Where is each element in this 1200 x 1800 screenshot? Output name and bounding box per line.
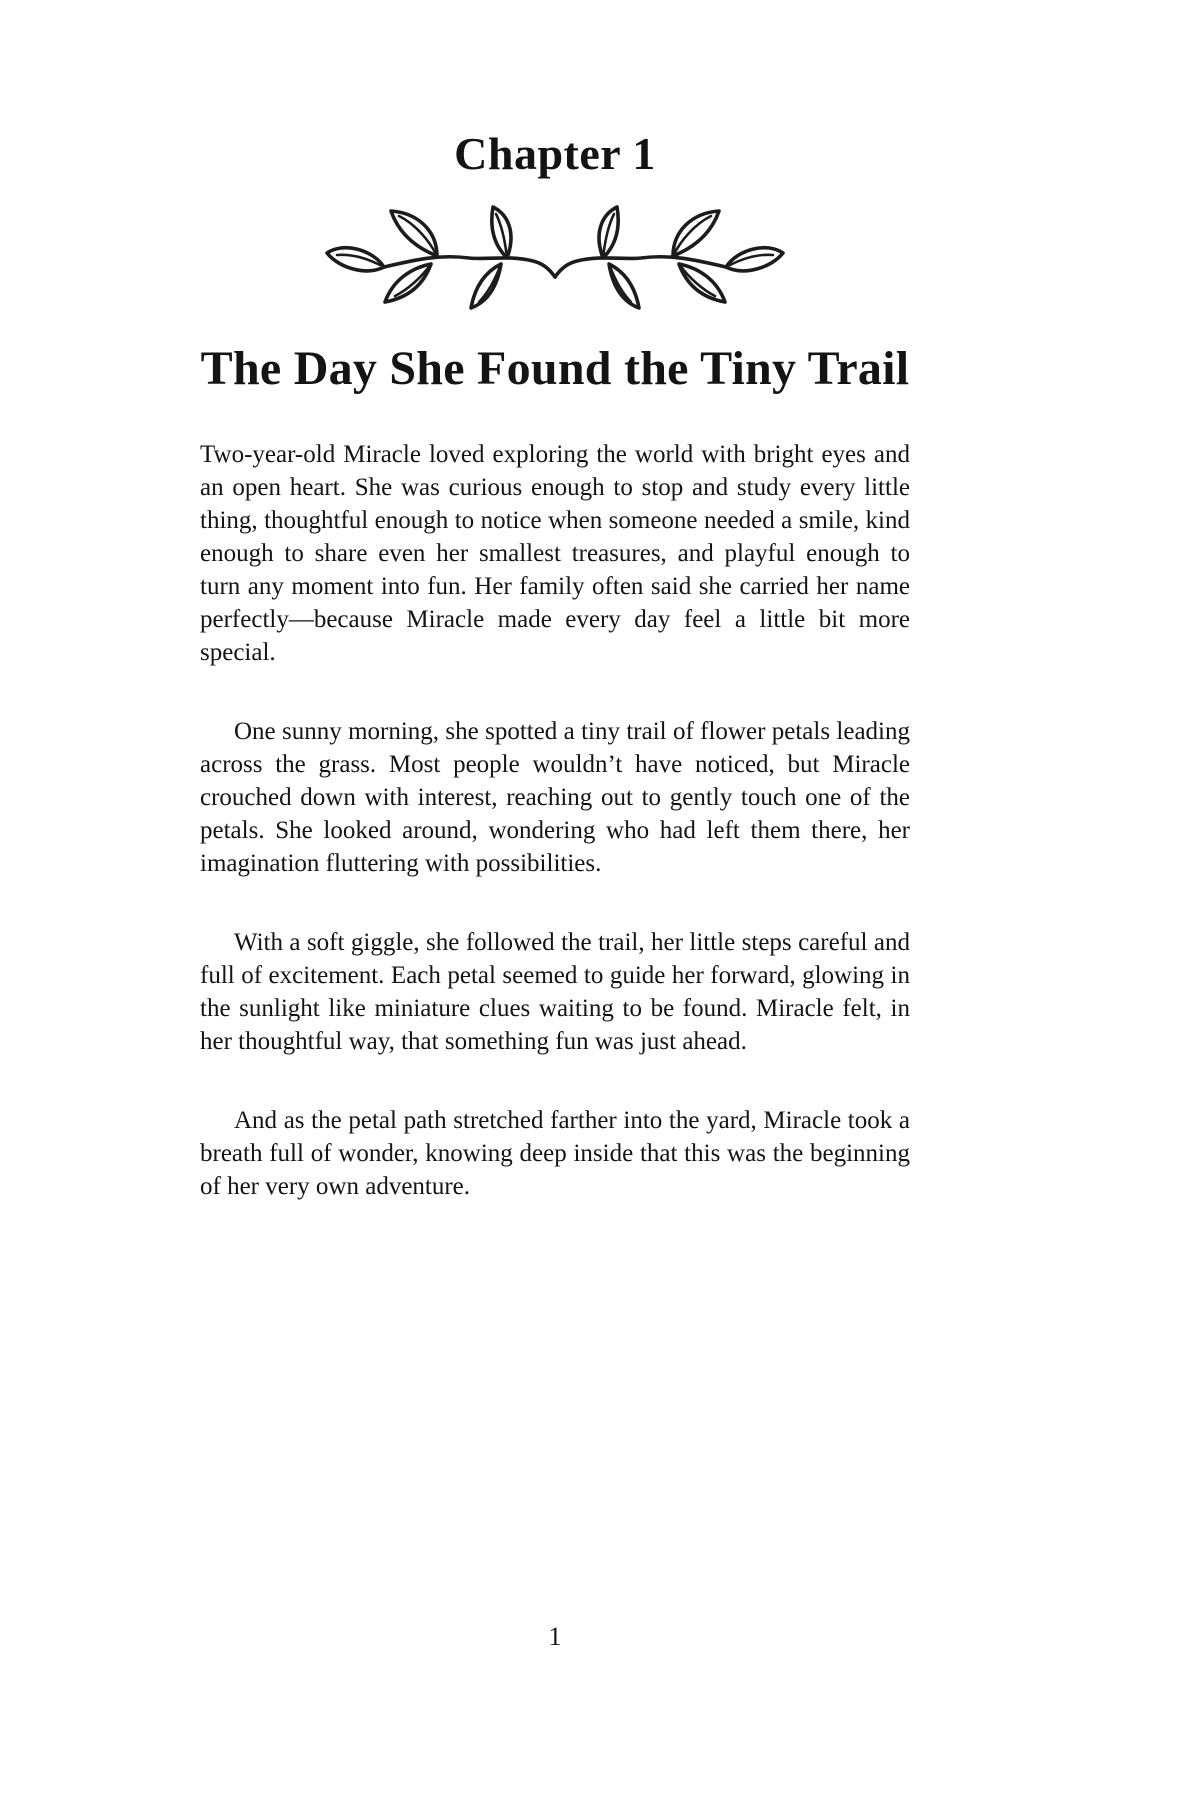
page-number: 1: [548, 1622, 562, 1651]
page-title: The Day She Found the Tiny Trail: [200, 341, 910, 395]
chapter-heading: Chapter 1: [454, 128, 656, 179]
paragraph-3: With a soft giggle, she followed the trail, her little steps careful and full of excitement. Each petal seemed to guide her forward, glowing in the sunlight like miniature clues waiting to be found. Miracle felt, in her thoughtful way, that something fun was just ahead.: [200, 929, 910, 1056]
paragraph-2: One sunny morning, she spotted a tiny trail of flower petals leading across the grass. Most people wouldn’t have noticed, but Miracle crouched down with interest, reaching out to gently touch one of the petals. She looked around, wondering who had left them there, her imagination fluttering with possibilities.: [200, 718, 910, 878]
laurel-divider-svg: [320, 203, 790, 315]
paragraph-1: Two-year-old Miracle loved exploring the world with bright eyes and an open heart. She was curious enough to stop and study every little thing, thoughtful enough to notice when someone needed a smile, kind enough to share even her smallest treasures, and playful enough to turn any moment into fun. Her family often said she carried her name perfectly—because Miracle made every day feel a little bit more special.: [200, 441, 910, 667]
laurel-divider-ornament: [200, 203, 910, 315]
text-column: [200, 0, 910, 1203]
body-text: [200, 438, 910, 1203]
paragraph-4: And as the petal path stretched farther into the yard, Miracle took a breath full of wonder, knowing deep inside that this was the beginning of her very own adventure.: [200, 1107, 910, 1201]
